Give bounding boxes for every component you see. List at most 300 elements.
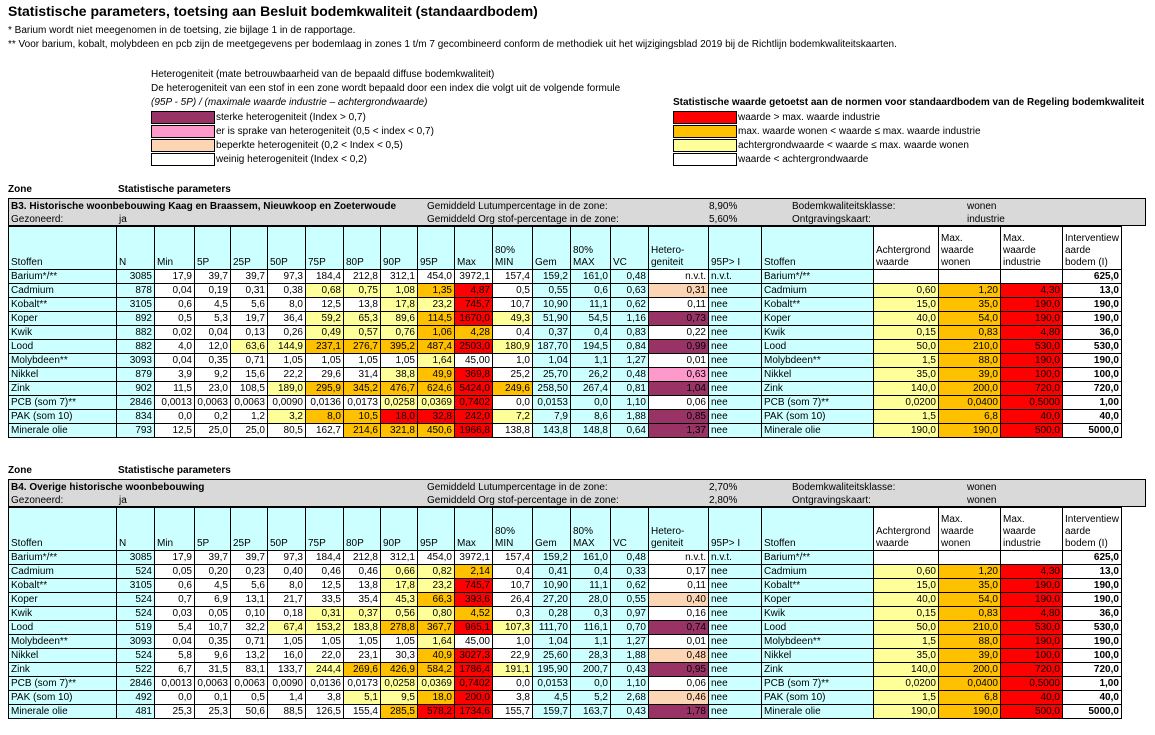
stat-value: 108,5 (231, 382, 268, 396)
stat-value: 0,55 (611, 593, 649, 607)
org-label: Gemiddeld Org stof-percentage in de zone: (427, 495, 619, 506)
norm-value: 0,0200 (874, 677, 939, 691)
norm-value: 39,0 (939, 368, 1001, 382)
norm-value: 210,0 (939, 340, 1001, 354)
stat-value: 32,8 (418, 410, 455, 424)
stat-value: 878 (117, 284, 155, 298)
stat-value: 0,13 (231, 326, 268, 340)
stat-value: 194,5 (571, 340, 611, 354)
column-header: Max. waarde industrie (1001, 508, 1063, 551)
substance-name-repeat: Lood (762, 621, 874, 635)
column-header: N (117, 227, 155, 270)
norm-value: 100,0 (1001, 649, 1063, 663)
table-row (9, 312, 1122, 326)
stat-value: 138,8 (493, 424, 533, 438)
stat-value: 1,64 (418, 635, 455, 649)
stat-value: 487,4 (418, 340, 455, 354)
stat-value: 13,1 (231, 593, 268, 607)
norm-value (1001, 270, 1063, 284)
exceed-intervention-cell: nee (709, 354, 762, 368)
norm-value: 6,8 (939, 691, 1001, 705)
stat-value: 242,0 (455, 410, 493, 424)
substance-name-repeat: Koper (762, 312, 874, 326)
stat-value: 0,31 (231, 284, 268, 298)
stat-value: 0,23 (231, 565, 268, 579)
stat-value: 1,05 (306, 635, 344, 649)
stat-value: 38,8 (381, 368, 418, 382)
stat-value: 0,10 (231, 607, 268, 621)
column-header: Interventiew aarde bodem (I) (1063, 227, 1122, 270)
norm-value: 0,0200 (874, 396, 939, 410)
stat-value: 524 (117, 593, 155, 607)
klasse-value: wonen (967, 201, 997, 212)
norm-value: 1,20 (939, 565, 1001, 579)
stat-value: 10,5 (344, 410, 381, 424)
stat-value: 49,9 (418, 368, 455, 382)
stat-legend-label: achtergrondwaarde < waarde ≤ max. waarde wonen (738, 140, 969, 151)
norm-value: 500,0 (1001, 424, 1063, 438)
stat-value: 1,2 (231, 410, 268, 424)
norm-value: 190,0 (1063, 312, 1122, 326)
stat-value: 0,0 (493, 396, 533, 410)
stat-value: 0,0090 (268, 396, 306, 410)
stat-value: 39,7 (231, 270, 268, 284)
norm-value: 35,0 (874, 368, 939, 382)
table-row (9, 424, 1122, 438)
norm-value: 88,0 (939, 354, 1001, 368)
stat-value: 3972,1 (455, 270, 493, 284)
stat-value: 0,41 (533, 565, 571, 579)
heterogeneity-cell: 0,73 (649, 312, 709, 326)
substance-name: Zink (9, 382, 117, 396)
table-row (9, 551, 1122, 565)
norm-value: 200,0 (939, 382, 1001, 396)
stat-value: 0,31 (306, 607, 344, 621)
norm-value: 140,0 (874, 663, 939, 677)
stat-value: 0,4 (493, 326, 533, 340)
stat-value: 159,2 (533, 551, 571, 565)
stat-value: 0,4 (493, 565, 533, 579)
substance-name: Molybdeen** (9, 635, 117, 649)
stat-value: 321,8 (381, 424, 418, 438)
column-header: 80% MIN (493, 227, 533, 270)
stat-value: 0,28 (533, 607, 571, 621)
stat-value: 524 (117, 649, 155, 663)
stat-value: 148,8 (571, 424, 611, 438)
table-row (9, 410, 1122, 424)
stat-value: 22,0 (306, 649, 344, 663)
stat-value: 1,05 (381, 635, 418, 649)
heterogeneity-cell: 0,31 (649, 284, 709, 298)
stat-value: 0,48 (611, 270, 649, 284)
stat-value: 39,7 (195, 551, 231, 565)
exceed-intervention-cell: nee (709, 565, 762, 579)
stat-legend-label: max. waarde wonen < waarde ≤ max. waarde industrie (738, 126, 981, 137)
stat-value: 10,90 (533, 579, 571, 593)
stat-value: 0,68 (306, 284, 344, 298)
stat-value: 834 (117, 410, 155, 424)
stat-value: 3972,1 (455, 551, 493, 565)
stat-value: 28,0 (571, 593, 611, 607)
gezoneerd-label: Gezoneerd: (11, 495, 64, 506)
heterogeneity-cell: 0,06 (649, 677, 709, 691)
stat-value: 393,6 (455, 593, 493, 607)
stat-value: 244,4 (306, 663, 344, 677)
stat-value: 395,2 (381, 340, 418, 354)
stat-value: 26,2 (571, 368, 611, 382)
stat-value: 0,0 (571, 677, 611, 691)
stat-value: 0,0013 (155, 677, 195, 691)
table-row (9, 354, 1122, 368)
heterogeneity-cell: 0,40 (649, 593, 709, 607)
stat-value: 212,8 (344, 270, 381, 284)
exceed-intervention-cell: nee (709, 677, 762, 691)
params-label: Statistische parameters (118, 465, 231, 476)
norm-value: 5000,0 (1063, 424, 1122, 438)
stat-value: 4,5 (195, 298, 231, 312)
ontgraving-value: wonen (967, 495, 997, 506)
stat-value: 35,4 (344, 593, 381, 607)
substance-name-repeat: Kwik (762, 326, 874, 340)
column-header: 25P (231, 508, 268, 551)
stat-value: 0,70 (611, 621, 649, 635)
stat-value: 3085 (117, 551, 155, 565)
table-row (9, 382, 1122, 396)
column-header: Stoffen (9, 227, 117, 270)
heterogeneity-cell: 0,63 (649, 368, 709, 382)
stat-value: 0,0063 (231, 396, 268, 410)
stat-value: 2846 (117, 677, 155, 691)
stat-value: 0,3 (493, 607, 533, 621)
stat-value: 258,50 (533, 382, 571, 396)
norm-value (874, 551, 939, 565)
stat-value: 0,56 (381, 607, 418, 621)
column-header: 75P (306, 508, 344, 551)
stat-value: 0,0063 (195, 396, 231, 410)
substance-name: Zink (9, 663, 117, 677)
stat-value: 0,05 (195, 607, 231, 621)
substance-name: Barium*/** (9, 270, 117, 284)
substance-name: Nikkel (9, 649, 117, 663)
substance-name: Molybdeen** (9, 354, 117, 368)
stat-value: 187,70 (533, 340, 571, 354)
norm-value: 35,0 (939, 579, 1001, 593)
stat-value: 6,9 (195, 593, 231, 607)
stat-value: 0,0 (571, 396, 611, 410)
stat-value: 97,3 (268, 270, 306, 284)
stat-value: 882 (117, 340, 155, 354)
stat-value: 0,37 (533, 326, 571, 340)
norm-value: 190,0 (1001, 593, 1063, 607)
substance-name: Kobalt** (9, 298, 117, 312)
stat-value: 0,71 (231, 354, 268, 368)
stat-value: 0,04 (195, 326, 231, 340)
stat-value: 1,64 (418, 354, 455, 368)
substance-name-repeat: Kwik (762, 607, 874, 621)
stat-value: 114,5 (418, 312, 455, 326)
column-header: Achtergrond waarde (874, 227, 939, 270)
substance-name: Lood (9, 340, 117, 354)
column-header: 90P (381, 508, 418, 551)
norm-value: 40,0 (1063, 410, 1122, 424)
stat-value: 3027,3 (455, 649, 493, 663)
stat-value: 0,57 (344, 326, 381, 340)
note-barium: * Barium wordt niet meegenomen in de toetsing, zie bijlage 1 in de rapportage. (8, 25, 356, 36)
substance-name-repeat: Minerale olie (762, 705, 874, 719)
exceed-intervention-cell: nee (709, 593, 762, 607)
stat-value: 8,0 (268, 298, 306, 312)
norm-value: 0,83 (939, 607, 1001, 621)
table-row (9, 635, 1122, 649)
note-combined: ** Voor barium, kobalt, molybdeen en pcb zijn de meetgegevens per bodemlaag in zones 1 t/m 7 gecombineerd conform de methodiek uit het wijzigingsblad 2019 bij de Richtlijn bodemkwaliteitskaarten. (8, 39, 897, 50)
stat-value: 212,8 (344, 551, 381, 565)
norm-value: 4,30 (1001, 565, 1063, 579)
stat-value: 0,63 (611, 284, 649, 298)
heterogeneity-cell: 0,01 (649, 635, 709, 649)
stat-value: 49,3 (493, 312, 533, 326)
column-header: 95P> I (709, 508, 762, 551)
norm-value: 0,15 (874, 607, 939, 621)
norm-value (939, 270, 1001, 284)
norm-value: 36,0 (1063, 607, 1122, 621)
stat-value: 89,6 (381, 312, 418, 326)
hetero-legend-label: beperkte heterogeniteit (0,2 < Index < 0,5) (216, 140, 403, 151)
table-row (9, 677, 1122, 691)
stat-value: 5,4 (155, 621, 195, 635)
stat-value: 0,83 (611, 326, 649, 340)
table-row (9, 691, 1122, 705)
stat-value: 312,1 (381, 551, 418, 565)
stat-value: 1,06 (418, 326, 455, 340)
column-header: 5P (195, 227, 231, 270)
stat-value: 66,3 (418, 593, 455, 607)
stat-value: 59,2 (306, 312, 344, 326)
norm-value: 625,0 (1063, 551, 1122, 565)
stat-value: 0,0173 (344, 677, 381, 691)
hetero-legend-desc: De heterogeniteit van een stof in een zone wordt bepaald door een index die volgt uit de volgende formule (151, 83, 621, 94)
heterogeneity-cell: n.v.t. (649, 270, 709, 284)
ontgraving-label: Ontgravingskaart: (792, 495, 871, 506)
norm-value: 190,0 (874, 705, 939, 719)
stat-value: 3,9 (155, 368, 195, 382)
stat-value: 0,37 (344, 607, 381, 621)
norm-value: 190,0 (1001, 312, 1063, 326)
stat-value: 0,0173 (344, 396, 381, 410)
hetero-legend-label: weinig heterogeniteit (Index < 0,2) (216, 154, 367, 165)
stat-value: 39,7 (195, 270, 231, 284)
stat-legend-swatch (673, 139, 737, 152)
stat-value: 36,4 (268, 312, 306, 326)
table-row (9, 340, 1122, 354)
norm-value: 40,0 (1001, 410, 1063, 424)
column-header: 75P (306, 227, 344, 270)
substance-name-repeat: Nikkel (762, 649, 874, 663)
exceed-intervention-cell: nee (709, 621, 762, 635)
stat-value: 0,6 (155, 579, 195, 593)
column-header: 5P (195, 508, 231, 551)
ontgraving-label: Ontgravingskaart: (792, 214, 871, 225)
stat-value: 278,8 (381, 621, 418, 635)
substance-name: Cadmium (9, 284, 117, 298)
column-header: 80P (344, 227, 381, 270)
table-row (9, 270, 1122, 284)
stat-value: 183,8 (344, 621, 381, 635)
stat-value: 6,7 (155, 663, 195, 677)
stat-value: 0,0369 (418, 396, 455, 410)
stat-value: 159,7 (533, 705, 571, 719)
column-header: 50P (268, 508, 306, 551)
stat-value: 0,0 (155, 410, 195, 424)
lutum-label: Gemiddeld Lutumpercentage in de zone: (427, 482, 608, 493)
table-row (9, 284, 1122, 298)
stat-value: 0,02 (155, 326, 195, 340)
stat-value: 295,9 (306, 382, 344, 396)
exceed-intervention-cell: nee (709, 705, 762, 719)
hetero-legend-swatch (151, 139, 215, 152)
substance-name-repeat: Zink (762, 663, 874, 677)
stat-value: 793 (117, 424, 155, 438)
stat-value: 1734,6 (455, 705, 493, 719)
stat-value: 4,5 (195, 579, 231, 593)
norm-value: 35,0 (939, 298, 1001, 312)
stat-legend-label: waarde > max. waarde industrie (738, 112, 881, 123)
stat-value: 12,0 (195, 340, 231, 354)
stat-value: 0,5 (155, 312, 195, 326)
stat-value: 0,33 (611, 565, 649, 579)
exceed-intervention-cell: nee (709, 284, 762, 298)
exceed-intervention-cell: nee (709, 326, 762, 340)
stat-value: 2,68 (611, 691, 649, 705)
stat-value: 29,6 (306, 368, 344, 382)
column-header: 90P (381, 227, 418, 270)
stat-value: 1786,4 (455, 663, 493, 677)
stat-value: 67,4 (268, 621, 306, 635)
stat-value: 524 (117, 565, 155, 579)
stat-legend-swatch (673, 111, 737, 124)
stat-value: 1,0 (493, 354, 533, 368)
norm-value: 190,0 (939, 705, 1001, 719)
norm-value: 190,0 (874, 424, 939, 438)
stat-value: 3105 (117, 298, 155, 312)
stat-value: 5424,0 (455, 382, 493, 396)
stat-value: 481 (117, 705, 155, 719)
norm-value: 88,0 (939, 635, 1001, 649)
stat-value: 892 (117, 312, 155, 326)
exceed-intervention-cell: nee (709, 298, 762, 312)
exceed-intervention-cell: nee (709, 691, 762, 705)
stat-value: 0,05 (155, 565, 195, 579)
stat-value: 0,0369 (418, 677, 455, 691)
stat-value: 22,9 (493, 649, 533, 663)
norm-value: 190,0 (1063, 635, 1122, 649)
stat-value: 1,4 (268, 691, 306, 705)
substance-name: PCB (som 7)** (9, 677, 117, 691)
table-row (9, 607, 1122, 621)
table-row (9, 621, 1122, 635)
substance-name-repeat: Minerale olie (762, 424, 874, 438)
norm-value: 500,0 (1001, 705, 1063, 719)
column-header: VC (611, 508, 649, 551)
column-header: 80P (344, 508, 381, 551)
norm-value: 1,00 (1063, 677, 1122, 691)
stat-value: 0,6 (155, 298, 195, 312)
stat-value: 0,62 (611, 579, 649, 593)
norm-value: 190,0 (1063, 579, 1122, 593)
norm-value: 50,0 (874, 340, 939, 354)
stat-value: 1,88 (611, 410, 649, 424)
norm-value: 6,8 (939, 410, 1001, 424)
stat-value: 10,90 (533, 298, 571, 312)
hetero-legend-title: Heterogeniteit (mate betrouwbaarheid van de bepaald diffuse bodemkwaliteit) (151, 69, 495, 80)
gezoneerd-value: ja (119, 495, 127, 506)
norm-value: 0,83 (939, 326, 1001, 340)
stat-value: 45,00 (455, 635, 493, 649)
stat-value: 189,0 (268, 382, 306, 396)
stat-value: 237,1 (306, 340, 344, 354)
stat-value: 184,4 (306, 270, 344, 284)
stat-value: 25,0 (231, 424, 268, 438)
column-header: Hetero-geniteit (649, 508, 709, 551)
stat-value: 12,5 (306, 579, 344, 593)
stat-value: 12,5 (155, 424, 195, 438)
exceed-intervention-cell: nee (709, 396, 762, 410)
stat-value: 23,0 (195, 382, 231, 396)
stat-legend-title: Statistische waarde getoetst aan de normen voor standaardbodem van de Regeling bodemkwaliteit (673, 97, 1145, 108)
norm-value: 54,0 (939, 593, 1001, 607)
stat-value: 31,4 (344, 368, 381, 382)
stat-value: 0,4 (571, 565, 611, 579)
exceed-intervention-cell: nee (709, 368, 762, 382)
norm-value (939, 551, 1001, 565)
stat-value: 153,2 (306, 621, 344, 635)
hetero-legend-formula: (95P - 5P) / (maximale waarde industrie – achtergrondwaarde) (151, 97, 428, 108)
stat-value: 51,90 (533, 312, 571, 326)
norm-value: 0,60 (874, 284, 939, 298)
stat-value: 11,1 (571, 579, 611, 593)
stat-value: 5,1 (344, 691, 381, 705)
stat-value: 17,8 (381, 298, 418, 312)
exceed-intervention-cell: nee (709, 635, 762, 649)
stat-value: 144,9 (268, 340, 306, 354)
stat-value: 157,4 (493, 551, 533, 565)
stat-value: 1,88 (611, 649, 649, 663)
norm-value: 530,0 (1001, 340, 1063, 354)
stat-value: 0,43 (611, 663, 649, 677)
zone-label: Zone (8, 465, 32, 476)
stat-value: 522 (117, 663, 155, 677)
stat-value: 0,6 (571, 284, 611, 298)
norm-value: 530,0 (1063, 340, 1122, 354)
stat-value: 45,00 (455, 354, 493, 368)
stat-value: 0,0 (493, 677, 533, 691)
stat-value: 1,10 (611, 396, 649, 410)
norm-value: 40,0 (874, 312, 939, 326)
stat-value: 1,0 (493, 635, 533, 649)
stat-value: 13,8 (344, 579, 381, 593)
stat-value: 18,0 (418, 691, 455, 705)
stat-value: 624,6 (418, 382, 455, 396)
stat-value: 0,3 (571, 607, 611, 621)
stat-value: 0,75 (344, 284, 381, 298)
stat-value: 0,4 (571, 326, 611, 340)
hetero-legend-swatch (151, 153, 215, 166)
column-header: 50P (268, 227, 306, 270)
stat-value: 9,2 (195, 368, 231, 382)
stat-value: 0,2 (195, 410, 231, 424)
stat-value: 5,3 (195, 312, 231, 326)
stat-value: 0,5 (231, 691, 268, 705)
heterogeneity-cell: 1,04 (649, 382, 709, 396)
